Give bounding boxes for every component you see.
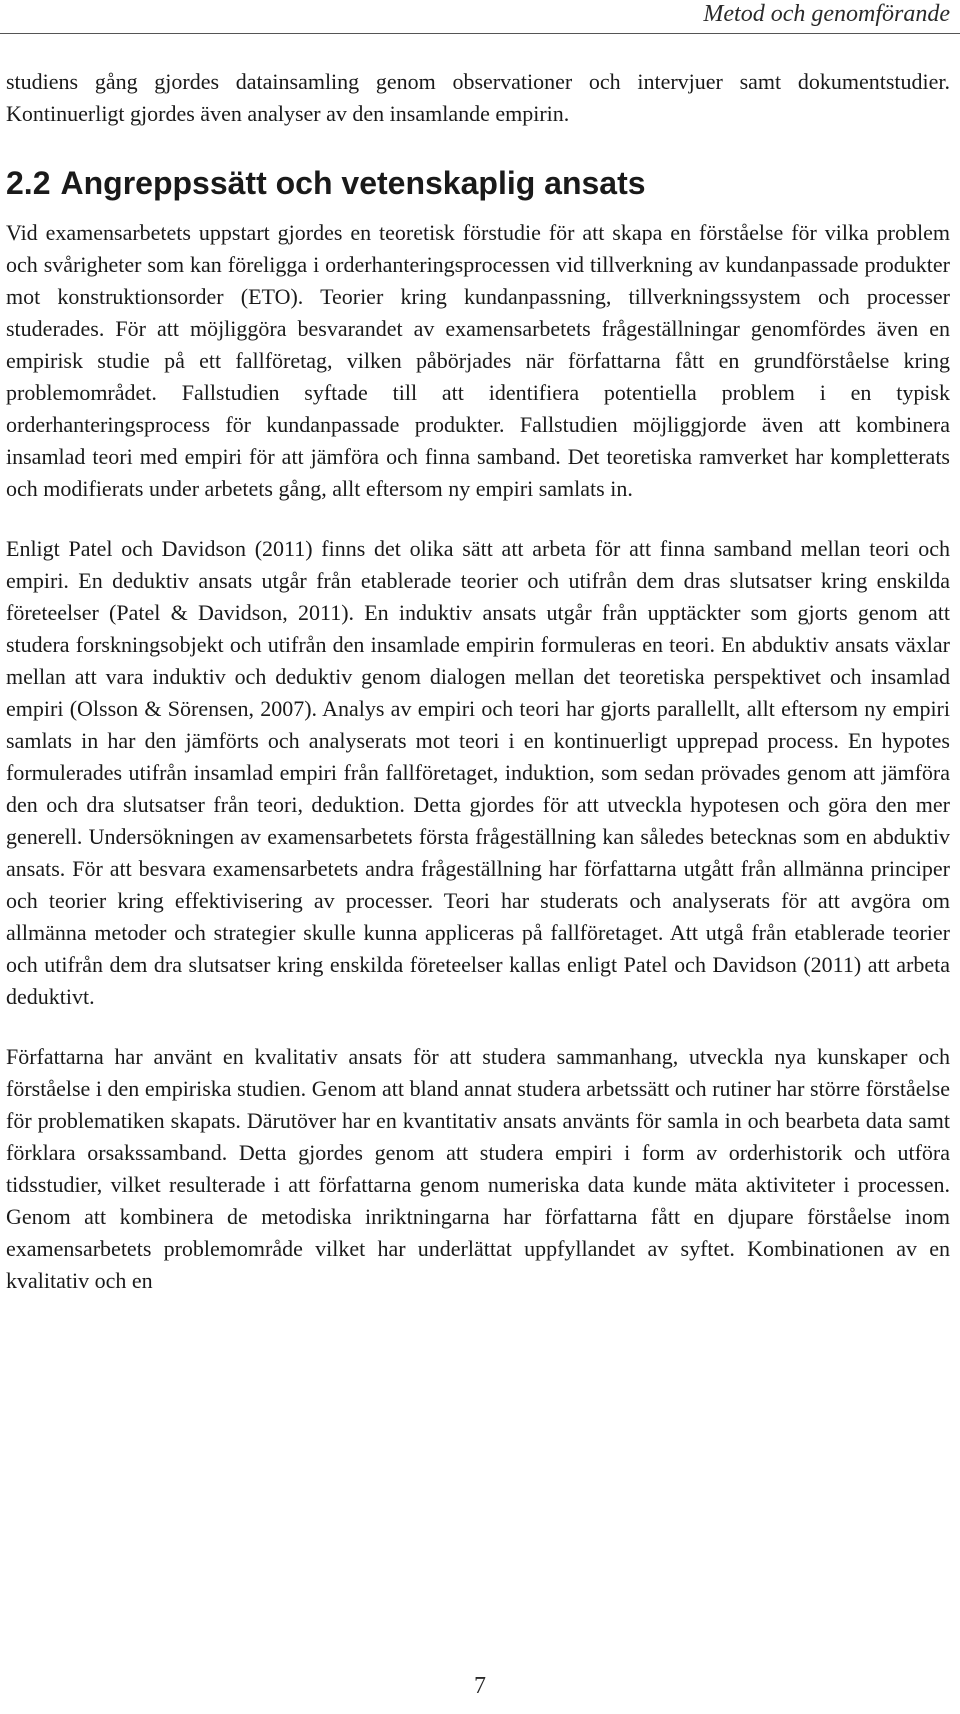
paragraph-1: Vid examensarbetets uppstart gjordes en teoretisk förstudie för att skapa en förståelse för vilka problem och svårigheter som kan föreligga i orderhanteringsprocessen vid tillverkning av kundanpassade produkter mot konstruktionsorder (ETO). Teorier kring kundanpassning, tillverkningssystem och processer studerades. För att möjliggöra besvarandet av examensarbetets frågeställningar genomfördes även en empirisk studie på ett fallföretag, vilken påbörjades när författarna fått en grundförståelse kring problemområdet. Fallstudien syftade till att identifiera potentiella problem i en typisk orderhanteringsprocess för kundanpassade produkter. Fallstudien möjliggjorde även att kombinera insamlad teori med empiri för att jämföra och finna samband. Det teoretiska ramverket har kompletterats och modifierats under arbetets gång, allt eftersom ny empiri samlats in. xyxy=(6,220,950,501)
page-number: 7 xyxy=(474,1673,486,1699)
section-heading xyxy=(6,163,950,203)
running-header: Metod och genomförande xyxy=(703,1,950,27)
section-number: 2.2 xyxy=(6,165,51,201)
paragraph-3: Författarna har använt en kvalitativ ansats för att studera sammanhang, utveckla nya kunskaper och förståelse i den empiriska studien. Genom att bland annat studera arbetssätt och rutiner har större förståelse för problematiken skapats. Därutöver har en kvantitativ ansats använts för samla in och bearbeta data samt förklara orsakssamband. Detta gjordes genom att studera empiri i form av orderhistorik och utföra tidsstudier, vilket resulterade i att författarna genom numeriska data kunde mäta aktiviteter i processen. Genom att kombinera de metodiska inriktningarna har författarna fått en djupare förståelse inom examensarbetets problemområde vilket har underlättat uppfyllandet av syftet. Kombinationen av en kvalitativ och en xyxy=(6,1044,950,1293)
section-title: Angreppssätt och vetenskaplig ansats xyxy=(60,165,646,201)
header-rule xyxy=(0,33,960,34)
intro-paragraph: studiens gång gjordes datainsamling genom observationer och intervjuer samt dokumentstudier. Kontinuerligt gjordes även analyser av den insamlande empirin. xyxy=(6,69,950,126)
page-content xyxy=(6,66,950,1297)
paragraph-2: Enligt Patel och Davidson (2011) finns det olika sätt att arbeta för att finna samband mellan teori och empiri. En deduktiv ansats utgår från etablerade teorier och utifrån dem dras slutsatser kring enskilda företeelser (Patel & Davidson, 2011). En induktiv ansats utgår från upptäckter som gjorts genom att studera forskningsobjekt och utifrån den insamlade empirin formuleras en teori. En abduktiv ansats växlar mellan att vara induktiv och deduktiv genom dialogen mellan det teoretiska perspektivet och insamlad empiri (Olsson & Sörensen, 2007). Analys av empiri och teori har gjorts parallellt, allt eftersom ny empiri samlats in har den jämförts och analyserats mot teori i en kontinuerligt upprepad process. En hypotes formulerades utifrån insamlad empiri från fallföretaget, induktion, som sedan prövades genom att jämföra den och dra slutsatser från teori, deduktion. Detta gjordes för att utveckla hypotesen och göra den mer generell. Undersökningen av examensarbetets första frågeställning kan således betecknas som en abduktiv ansats. För att besvara examensarbetets andra frågeställning har författarna utgått från allmänna principer och teorier kring effektivisering av processer. Teori har studerats och analyserats för att avgöra om allmänna metoder och strategier skulle kunna appliceras på fallföretaget. Att utgå från etablerade teorier och utifrån dem dra slutsatser kring enskilda företeelser kallas enligt Patel och Davidson (2011) att arbeta deduktivt. xyxy=(6,536,950,1009)
